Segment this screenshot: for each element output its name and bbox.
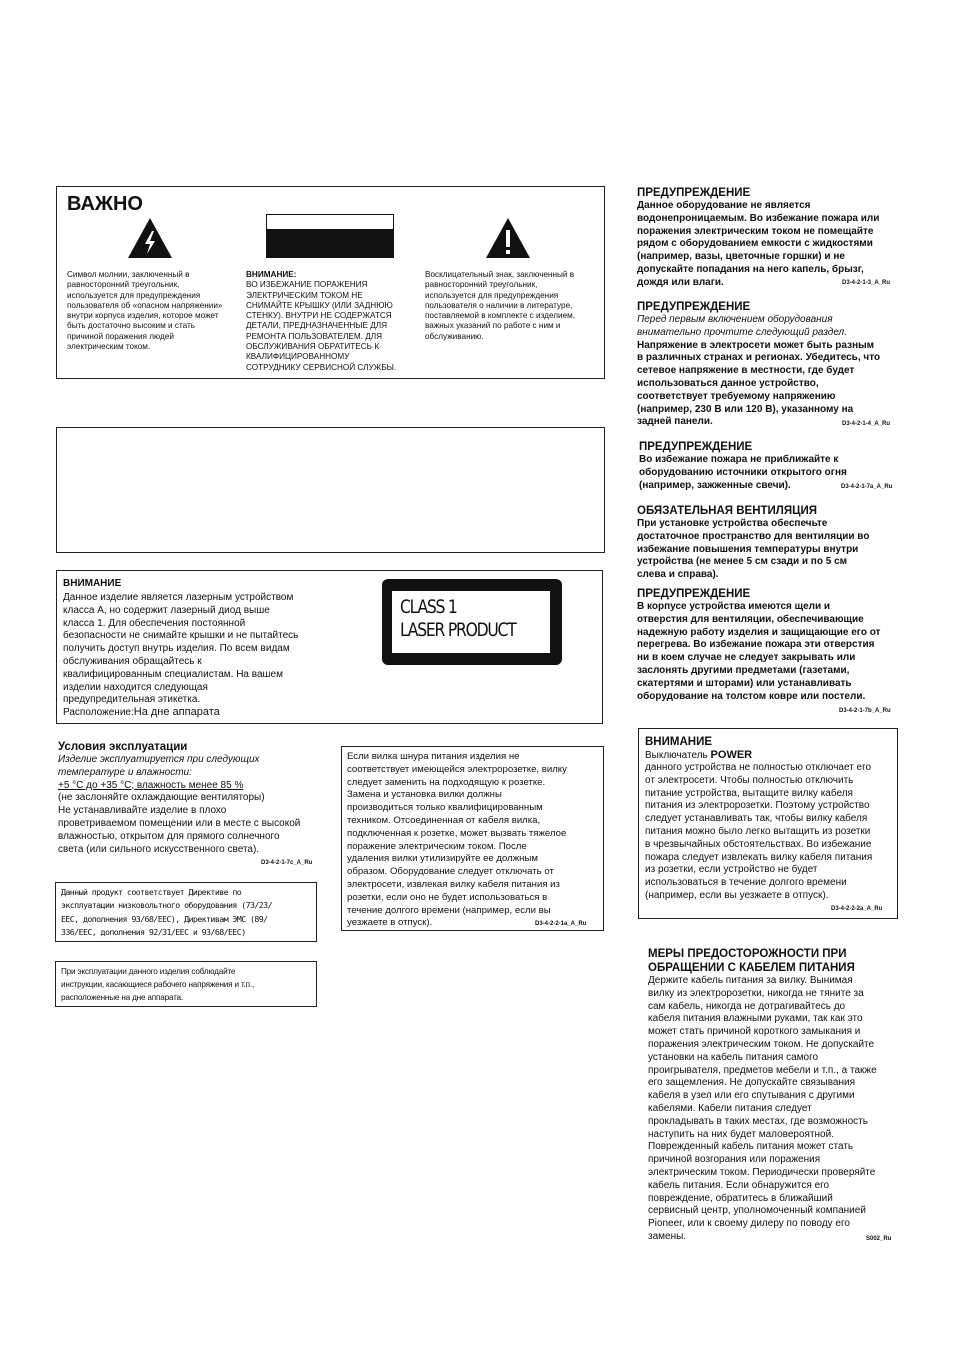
laser-label-line2: LASER PRODUCT	[400, 619, 516, 641]
warning-water-title: ПРЕДУПРЕЖДЕНИЕ	[637, 187, 751, 199]
center-caution-block	[246, 270, 418, 373]
power-prefix: Выключатель	[645, 750, 711, 761]
laser-location	[63, 706, 220, 720]
directive-box	[55, 882, 317, 942]
operating-text: (не заслоняйте охлаждающие вентиляторы) Не устанавливайте изделие в плохо проветриваемом помещении или в месте с высокой влажностью, открытом для прямого солнечного света (или сильного искусственного света).	[58, 792, 301, 855]
blank-box	[56, 427, 605, 553]
important-box	[56, 186, 605, 379]
warning-water	[637, 186, 899, 290]
warning-fire-title: ПРЕДУПРЕЖДЕНИЕ	[639, 441, 753, 453]
power-title: ВНИМАНИЕ	[645, 736, 713, 748]
warning-openings-text: В корпусе устройства имеются щели и отверстия для вентиляции, обеспечивающие надежную работу изделия и защищающие его от перегрева. Во избежание пожара эти отверстия ни в коем случае не следует закрывать или заслонять другими предметами (газетами, скатертями и шторами) или устанавливать оборудование на толстом ковре или постели.	[637, 601, 881, 702]
cable-title: МЕРЫ ПРЕДОСТОРОЖНОСТИ ПРИ ОБРАЩЕНИИ С КАБЕЛЕМ ПИТАНИЯ	[648, 948, 855, 974]
warning-black-label	[266, 214, 394, 258]
warning-fire-code: D3-4-2-1-7a_A_Ru	[841, 484, 893, 490]
exclamation-description: Восклицательный знак, заключенный в равносторонний треугольник, используется для предупреждения пользователя о наличии в литературе, поставляемой в комплекте с изделием, важных указаний по работе с ним и обслуживанию.	[425, 270, 576, 341]
important-title: ВАЖНО	[67, 193, 143, 215]
laser-text: Данное изделие является лазерным устройством класса А, но содержит лазерный диод выше класса 1. Для обеспечения постоянной безопасности не снимайте крышки и не пытайтесь получить доступ внутрь изделия. По всем видам обслуживания обращайтесь к квалифицированным специалистам. На вашем изделии находится следующая предупредительная этикетка.	[63, 592, 299, 706]
warning-water-text: Данное оборудование не является водонепроницаемым. Во избежание пожара или поражения электрическим током не помещайте рядом с оборудованием емкости с жидкостями (например, вазы, цветочные горшки) и не допускайте попадания на него капель, брызг, дождя или влаги.	[637, 200, 880, 288]
warning-openings	[637, 587, 899, 703]
warning-voltage-title: ПРЕДУПРЕЖДЕНИЕ	[637, 301, 751, 313]
laser-box	[56, 570, 603, 724]
instructions-text: При эксплуатации данного изделия соблюдайте инструкции, касающиеся рабочего напряжения и т.п., расположенные на дне аппарата.	[61, 967, 255, 1003]
laser-label-line1: CLASS 1	[400, 596, 457, 618]
cable-text: Держите кабель питания за вилку. Вынимая вилку из электророзетки, никогда не тяните за сам кабель, никогда не дотрагивайтесь до кабеля питания влажными руками, так как это может стать причиной короткого замыкания и поражения электрическим током. Не допускайте установки на кабель питания самого проигрывателя, предметов мебели и т.п., а также его защемления. Не допускайте связывания кабеля в узел или его спутывания с другими кабелями. Кабели питания следует прокладывать в таких местах, где возможность наступить на них будет маловероятной. Поврежденный кабель питания может стать причиной возгорания или поражения электрическим током. Периодически проверяйте кабель питания. Если обнаружится его повреждение, обратитесь в ближайший сервисный центр, уполномоченный компанией Pioneer, или к своему дилеру по поводу его замены.	[648, 975, 877, 1242]
warning-voltage-text: Напряжение в электросети может быть разным в различных странах и регионах. Убедитесь, что сетевое напряжение в местности, где будет использоваться данное устройство, соответствует требуемому напряжению (например, 230 В или 120 В), указанному на задней панели.	[637, 339, 881, 428]
laser-title: ВНИМАНИЕ	[63, 578, 122, 589]
laser-class-label	[382, 579, 562, 665]
ventilation-text: При установке устройства обеспечьте достаточное пространство для вентиляции во избежание повышения температуры внутри устройства (не менее 5 см сзади и по 5 см слева и справа).	[637, 518, 870, 581]
warning-openings-code: D3-4-2-1-7b_A_Ru	[839, 708, 891, 714]
warning-voltage	[637, 300, 899, 429]
cable-code: S002_Ru	[866, 1236, 892, 1242]
warning-fire-text: Во избежание пожара не приближайте к оборудованию источники открытого огня (например, зажженные свечи).	[639, 454, 847, 491]
power-text: данного устройства не полностью отключает его от электросети. Чтобы полностью отключить питание устройства, вытащите вилку кабеля питания из электророзетки. Поэтому устройство следует устанавливать так, чтобы вилку кабеля питания можно было легко вытащить из розетки в чрезвычайных обстоятельствах. Во избежание пожара следует извлекать вилку кабеля питания из розетки, если устройство не будет использоваться в течение долгого времени (например, если вы уезжаете в отпуск).	[645, 762, 873, 901]
power-word: POWER	[710, 749, 753, 761]
operating-italic: Изделие эксплуатируется при следующих температуре и влажности:	[58, 754, 260, 778]
operating-title: Условия эксплуатации	[58, 741, 188, 753]
warning-label-black-band	[267, 229, 393, 257]
center-caution-label: ВНИМАНИЕ:	[246, 270, 297, 279]
directive-text: Данный продукт соответствует Директиве по эксплуатации низковольтного оборудования (73/23/ EEC, дополнения 93/68/EEC), Директивам ЭМС (89/ 336/EEC, дополнения 92/31/EEC и 93/68/EEC)	[61, 887, 272, 937]
instructions-box	[55, 961, 317, 1007]
power-box	[638, 728, 898, 919]
warning-openings-title: ПРЕДУПРЕЖДЕНИЕ	[637, 588, 751, 600]
operating-code: D3-4-2-1-7c_A_Ru	[261, 860, 313, 866]
operating-conditions	[58, 740, 323, 856]
laser-label-inner	[392, 591, 550, 653]
warning-voltage-code: D3-4-2-1-4_A_Ru	[842, 421, 891, 427]
exclamation-triangle-icon	[485, 217, 531, 259]
power-cable-precautions	[648, 947, 908, 1244]
power-switch-line	[645, 749, 752, 763]
plug-text: Если вилка шнура питания изделия не соответствует имеющейся электророзетке, вилку следует заменить на подходящую к розетке. Замена и установка вилки должны производиться только квалифицированным техником. Отсоединенная от кабеля вилка, подключенная к розетке, может вызвать тяжелое поражение электрическим током. После удаления вилки утилизируйте ее должным образом. Оборудование следует отключать от электросети, извлекая вилку кабеля питания из розетки, если оно не будет использоваться в течение долгого времени (например, если вы уезжаете в отпуск).	[347, 751, 567, 929]
ventilation-required	[637, 504, 899, 582]
lightning-description: Символ молнии, заключенный в равносторонний треугольник, используется для предупреждения пользователя об «опасном напряжении» внутри корпуса изделия, которое может быть достаточно высоким и стать причиной поражения людей электрическим током.	[67, 270, 223, 352]
location-value: На дне аппарата	[133, 706, 220, 718]
ventilation-title: ОБЯЗАТЕЛЬНАЯ ВЕНТИЛЯЦИЯ	[637, 505, 818, 517]
warning-voltage-italic: Перед первым включением оборудования внимательно прочтите следующий раздел.	[637, 314, 847, 338]
operating-range: +5 °C до +35 °C; влажность менее 85 %	[58, 779, 244, 791]
warning-water-code: D3-4-2-1-3_A_Ru	[842, 280, 891, 286]
power-code: D3-4-2-2-2a_A_Ru	[831, 906, 883, 912]
plug-box	[341, 746, 604, 931]
center-caution-text: ВО ИЗБЕЖАНИЕ ПОРАЖЕНИЯ ЭЛЕКТРИЧЕСКИМ ТОКОМ НЕ СНИМАЙТЕ КРЫШКУ (ИЛИ ЗАДНЮЮ СТЕНКУ). ВНУТРИ НЕ СОДЕРЖАТСЯ ДЕТАЛИ, ПРЕДНАЗНАЧЕННЫЕ ДЛЯ РЕМОНТА ПОЛЬЗОВАТЕЛЕМ. ДЛЯ ОБСЛУЖИВАНИЯ ОБРАТИТЕСЬ К КВАЛИФИЦИРОВАННОМУ СОТРУДНИКУ СЕРВИСНОЙ СЛУЖБЫ.	[246, 280, 397, 372]
location-label: Расположение:	[63, 707, 134, 718]
lightning-triangle-icon	[127, 217, 173, 259]
plug-code: D3-4-2-2-1a_A_Ru	[535, 921, 587, 927]
